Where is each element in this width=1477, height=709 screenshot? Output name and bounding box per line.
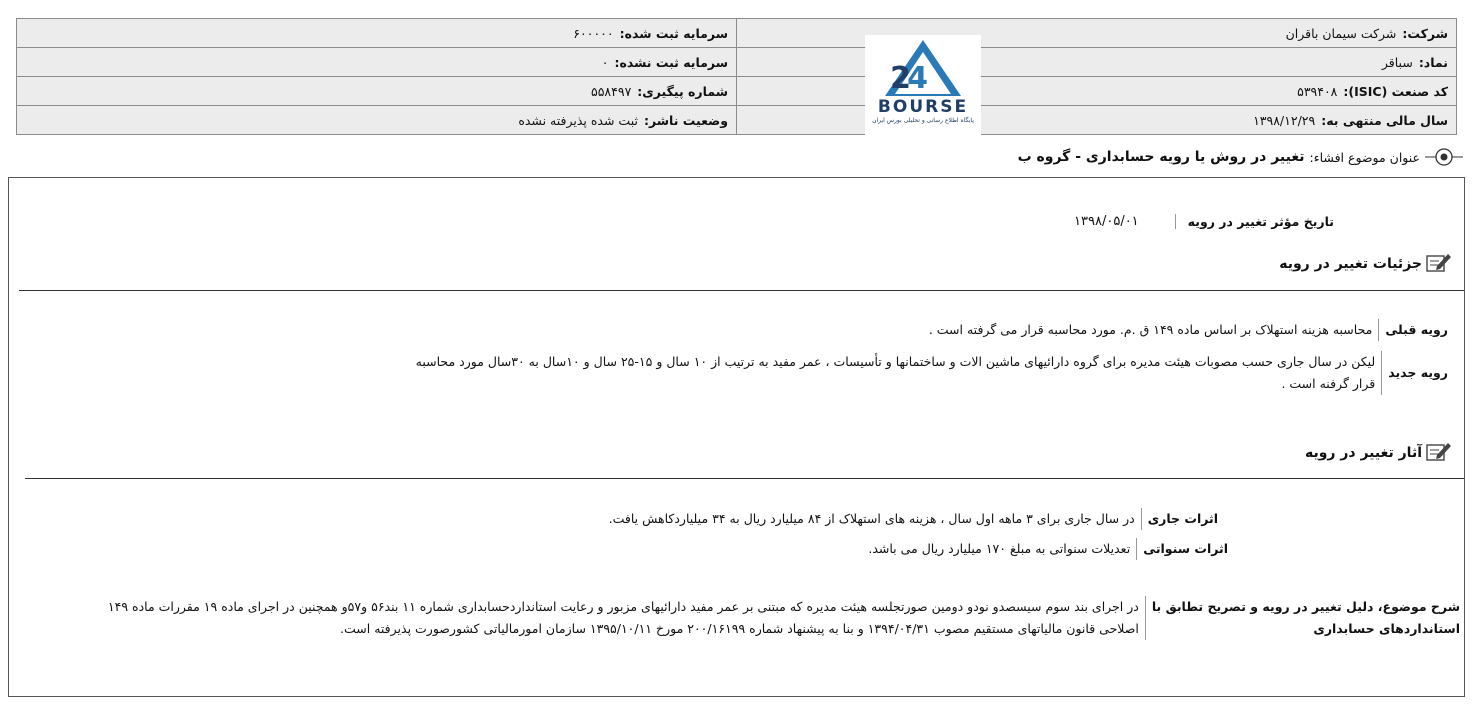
- capital-unregistered-cell: سرمایه ثبت نشده:۰: [17, 48, 737, 77]
- effects-section-title: آثار تغییر در رویه: [1305, 440, 1452, 466]
- details-divider: [19, 290, 1464, 291]
- symbol-cell: نماد:سباقر: [737, 48, 1457, 77]
- previous-procedure-row: [929, 319, 1448, 341]
- reason-value: در اجرای بند سوم سیسصدو نودو دومین صورتجلسه هیئت مدیره که مبتنی بر عمر مفید دارائیهای مزبور و رعایت استانداردحسابداری شماره ۱۱ بند۵۶ و۵۷و همچنین در اجرای ماده ۱۹ مقررات ماده ۱۴۹ اصلاحی قانون مالیاتهای مستقیم مصوب ۱۳۹۴/۰۴/۳۱ و بنا به پیشنهاد شماره ۲۰۰/۱۶۱۹۹ مورخ ۱۳۹۵/۱۰/۱۱ سازمان امورمالیاتی کشورصورت پذیرفته است.: [107, 599, 1139, 636]
- details-section-title: جزئیات تغییر در رویه: [1279, 251, 1452, 277]
- isic-cell: کد صنعت (ISIC):۵۳۹۴۰۸: [737, 77, 1457, 106]
- new-procedure-value: لیکن در سال جاری حسب مصوبات هیئت مدیره برای گروه دارائیهای ماشین الات و ساختمانها و تأسیسات ، عمر مفید به ترتیب از ۱۰ سال و ۱۵-۲۵ سال و ۱۰سال به ۳۰سال مورد محاسبه قرار گرفنه است .: [415, 354, 1376, 391]
- capital-registered-cell: سرمایه ثبت شده:۶۰۰۰۰۰: [17, 19, 737, 48]
- effective-date-value: ۱۳۹۸/۰۵/۰۱: [1074, 214, 1139, 229]
- target-icon: [1425, 146, 1463, 168]
- disclosure-subject: [1018, 146, 1463, 168]
- prior-effects-label: اثرات سنواتی: [1136, 538, 1228, 560]
- logo-subtitle: پایگاه اطلاع رسانی و تحلیلی بورس ایران: [872, 117, 974, 124]
- company-info-table: [16, 18, 1457, 135]
- bourse-logo-mark: [881, 38, 965, 98]
- svg-text:4: 4: [907, 61, 928, 96]
- current-effects-row: [609, 508, 1218, 530]
- previous-procedure-value: محاسبه هزینه استهلاک بر اساس ماده ۱۴۹ ق .م. مورد محاسبه قرار می گرفته است .: [928, 322, 1373, 337]
- company-cell: شرکت:شرکت سیمان باقران: [737, 19, 1457, 48]
- effective-date-label: تاریخ مؤثر تغییر در رویه: [1175, 214, 1334, 229]
- prior-effects-value: تعدیلات سنواتی به مبلغ ۱۷۰ میلیارد ریال می باشد.: [868, 541, 1131, 556]
- svg-text:2: 2: [890, 61, 911, 96]
- edit-note-icon: [1426, 440, 1452, 466]
- publisher-status-cell: وضعیت ناشر:ثبت شده پذیرفته نشده: [17, 106, 737, 135]
- current-effects-value: در سال جاری برای ۳ ماهه اول سال ، هزینه های استهلاک از ۸۴ میلیارد ریال به ۳۴ میلیاردکاهش یافت.: [608, 511, 1135, 526]
- current-effects-label: اثرات جاری: [1141, 508, 1218, 530]
- subject-title: تغییر در روش یا رویه حسابداری - گروه ب: [1017, 149, 1305, 165]
- disclosure-body: [8, 177, 1465, 697]
- previous-procedure-label: رویه قبلی: [1378, 319, 1448, 341]
- bourse-logo: [865, 35, 981, 138]
- reason-row: [108, 596, 1460, 640]
- edit-note-icon: [1426, 251, 1452, 277]
- effective-date-row: [1074, 214, 1334, 229]
- prior-effects-row: [868, 538, 1228, 560]
- new-procedure-row: [416, 351, 1448, 395]
- new-procedure-label: رویه جدید: [1381, 351, 1448, 395]
- subject-label: عنوان موضوع افشاء:: [1309, 149, 1420, 165]
- tracking-cell: شماره پیگیری:۵۵۸۴۹۷: [17, 77, 737, 106]
- fiscal-year-cell: سال مالی منتهی به:۱۳۹۸/۱۲/۲۹: [737, 106, 1457, 135]
- effects-divider: [25, 478, 1464, 479]
- reason-label: شرح موضوع، دلیل تغییر در رویه و تصریح تطابق با استانداردهای حسابداری: [1145, 596, 1460, 640]
- logo-brand-text: BOURSE: [877, 97, 969, 117]
